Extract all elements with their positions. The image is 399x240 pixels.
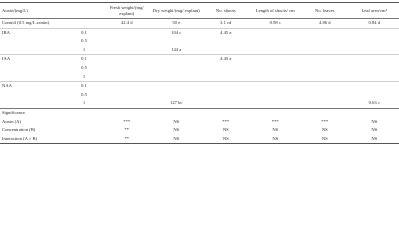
value-cell	[152, 64, 202, 73]
table-row	[0, 73, 399, 82]
value-cell	[251, 55, 301, 64]
value-cell	[350, 46, 399, 55]
value-cell: 0.63 c	[368, 100, 380, 106]
significance-value-cell: NS	[251, 135, 301, 144]
significance-value-cell: NS	[350, 135, 399, 144]
value-cell	[152, 55, 202, 64]
header-fresh-weight: Fresh weight/(mg/ explant)	[102, 3, 152, 19]
concentration-cell: 0.5	[81, 91, 87, 97]
significance-value-cell: **	[124, 127, 130, 133]
value-cell	[251, 28, 301, 37]
value-cell	[102, 64, 152, 73]
significance-label-cell: Auxin (A)	[2, 118, 22, 124]
value-cell	[102, 91, 152, 100]
significance-value-cell	[66, 118, 102, 127]
value-cell: 50 e	[172, 20, 181, 25]
value-cell	[102, 37, 152, 46]
value-cell	[300, 82, 350, 91]
concentration-cell	[66, 19, 102, 29]
results-table	[0, 2, 399, 144]
concentration-cell: 1	[82, 46, 86, 52]
significance-value-cell: ***	[321, 118, 329, 124]
table-row	[0, 55, 399, 64]
row-label-cell: Control (0.5 mg/L zeatin)	[2, 20, 50, 25]
table-row	[0, 37, 399, 46]
row-label-cell	[0, 46, 66, 55]
value-cell	[152, 37, 202, 46]
header-dry-weight: Dry weight/(mg/ explant)	[152, 3, 202, 19]
value-cell	[152, 91, 202, 100]
significance-value-cell: NS	[222, 127, 229, 133]
table-row	[0, 99, 399, 108]
row-label-cell	[0, 73, 66, 82]
significance-value-cell: NS	[152, 135, 202, 144]
table-row	[0, 46, 399, 55]
value-cell	[201, 64, 251, 73]
table-row	[0, 28, 399, 37]
value-cell	[300, 55, 350, 64]
header-no-leaves: No. leaves	[300, 3, 350, 19]
row-label-cell: IBA	[0, 28, 66, 37]
value-cell	[102, 46, 152, 55]
concentration-cell: 0.1	[66, 28, 102, 37]
concentration-cell: 1	[82, 73, 86, 79]
significance-label-cell: Concentration (B)	[2, 127, 36, 133]
value-cell	[300, 46, 350, 55]
value-cell	[152, 82, 202, 91]
value-cell	[152, 73, 202, 82]
value-cell	[300, 99, 350, 108]
value-cell	[251, 64, 301, 73]
value-cell	[201, 91, 251, 100]
concentration-cell: 0.5	[81, 38, 87, 44]
row-label-cell: NAA	[0, 82, 66, 91]
concentration-cell: 1	[82, 100, 86, 106]
significance-row	[0, 118, 399, 127]
value-cell	[300, 37, 350, 46]
value-cell	[102, 73, 152, 82]
significance-value-cell: NS	[173, 127, 180, 133]
value-cell	[251, 82, 301, 91]
table-row	[0, 91, 399, 100]
value-cell	[350, 28, 399, 37]
value-cell: 42.4 d	[121, 20, 133, 25]
significance-value-cell	[66, 135, 102, 144]
value-cell: 3.1 cd	[220, 20, 232, 25]
row-label-cell: IAA	[0, 55, 66, 64]
value-cell	[251, 99, 301, 108]
value-cell: 4.45 a	[201, 55, 251, 64]
table-header-row	[0, 3, 399, 19]
row-label-cell	[0, 99, 66, 108]
significance-title: Significance	[0, 108, 399, 117]
significance-value-cell	[66, 126, 102, 135]
value-cell	[102, 99, 152, 108]
value-cell	[201, 37, 251, 46]
value-cell	[102, 28, 152, 37]
value-cell	[350, 73, 399, 82]
table-row	[0, 19, 399, 29]
significance-value-cell: NS	[272, 127, 279, 133]
value-cell	[251, 46, 301, 55]
value-cell	[251, 73, 301, 82]
significance-row	[0, 126, 399, 135]
header-leaf-area: Leaf area/cm²	[350, 3, 399, 19]
significance-heading-row	[0, 108, 399, 117]
header-auxin: Auxin/(mg/L)	[0, 3, 66, 19]
header-no-shoots: No. shoots	[201, 3, 251, 19]
value-cell: 104 c	[152, 28, 202, 37]
significance-value-cell: ***	[271, 118, 279, 124]
value-cell	[350, 91, 399, 100]
value-cell	[102, 82, 152, 91]
value-cell	[201, 82, 251, 91]
value-cell	[300, 91, 350, 100]
significance-value-cell: **	[102, 135, 152, 144]
significance-value-cell: NS	[371, 127, 378, 133]
significance-value-cell: NS	[300, 135, 350, 144]
value-cell: 144 a	[171, 46, 182, 52]
header-concentration	[66, 3, 102, 19]
value-cell	[350, 64, 399, 73]
value-cell	[300, 73, 350, 82]
value-cell: 4.45 a	[201, 28, 251, 37]
significance-value-cell: NS	[321, 127, 328, 133]
value-cell	[350, 55, 399, 64]
significance-value-cell: NS	[201, 135, 251, 144]
value-cell	[300, 28, 350, 37]
row-label-cell	[0, 37, 66, 46]
row-label-cell	[0, 91, 66, 100]
concentration-cell: 0.1	[66, 55, 102, 64]
table-row	[0, 64, 399, 73]
value-cell: 4.86 d	[319, 20, 331, 25]
significance-value-cell: NS	[371, 118, 378, 124]
significance-row	[0, 135, 399, 144]
value-cell	[102, 55, 152, 64]
value-cell	[350, 82, 399, 91]
significance-value-cell: NS	[173, 118, 180, 124]
significance-label-cell: Interaction (A × B)	[0, 135, 66, 144]
significance-value-cell: ***	[123, 118, 131, 124]
table-row	[0, 82, 399, 91]
concentration-cell: 0.1	[66, 82, 102, 91]
value-cell	[251, 91, 301, 100]
value-cell	[251, 37, 301, 46]
value-cell	[201, 46, 251, 55]
value-cell: 127 bc	[170, 100, 183, 106]
value-cell	[300, 64, 350, 73]
value-cell	[201, 73, 251, 82]
concentration-cell: 0.5	[81, 64, 87, 70]
value-cell	[350, 37, 399, 46]
header-shoot-length: Length of shoots/ cm	[251, 3, 301, 19]
value-cell	[201, 99, 251, 108]
value-cell: 0.84 d	[368, 20, 380, 25]
value-cell: 0.98 c	[269, 20, 281, 25]
row-label-cell	[0, 64, 66, 73]
significance-value-cell: ***	[222, 118, 230, 124]
